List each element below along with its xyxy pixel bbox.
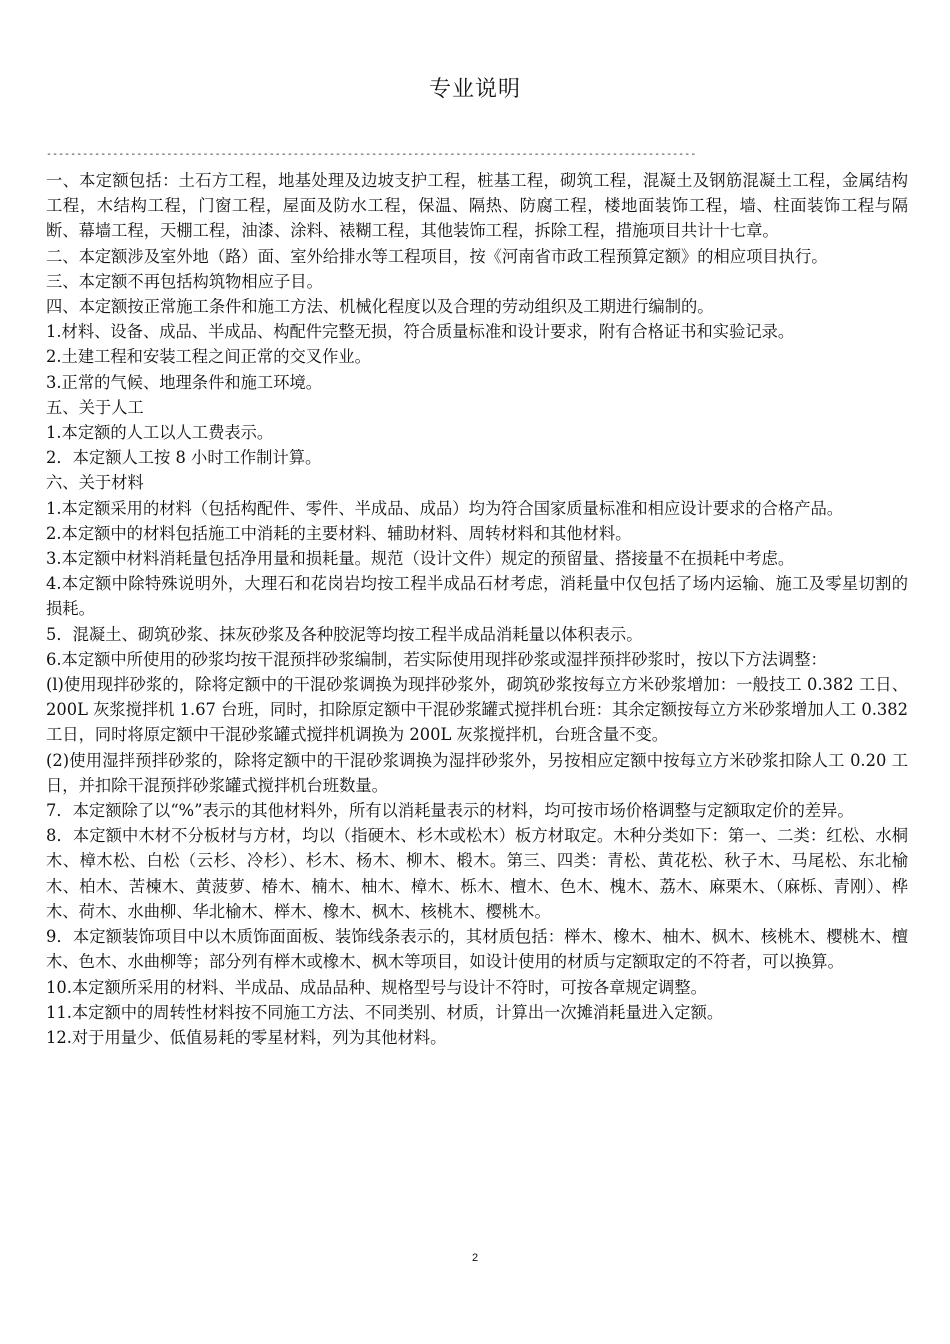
section-heading-materials: 六、关于材料	[46, 473, 144, 493]
page-title: 专业说明	[428, 77, 521, 102]
paragraph-16: 5．混凝土、砌筑砂浆、抹灰砂浆及各种胶泥等均按工程半成品消耗量以体积表示。	[46, 624, 643, 644]
paragraph-9: 1.本定额的人工以人工费表示。	[46, 423, 274, 443]
paragraph-21: 8．本定额中木材不分板材与方材，均以（指硬木、杉木或松木）板方材取定。木种分类如下：第一、二类：红松、水桐木、樟木松、白松（云杉、冷杉）、杉木、杨木、柳木、椴木。第三、四类：青松、黄花松、秋子木、马尾松、东北榆木、柏木、苦楝木、黄菠萝、椿木、楠木、柚木、樟木、栎木、檀木、色木、槐木、荔木、麻栗木、（麻栎、青刚）、桦木、荷木、水曲柳、华北榆木、榉木、橡木、枫木、核桃木、樱桃木。	[46, 826, 908, 921]
paragraph-4: 四、本定额按正常施工条件和施工方法、机械化程度以及合理的劳动组织及工期进行编制的。	[46, 297, 714, 317]
paragraph-1: 一、本定额包括：土石方工程，地基处理及边坡支护工程，桩基工程，砌筑工程，混凝土及钢筋混凝土工程，金属结构工程，木结构工程，门窗工程，屋面及防水工程，保温、隔热、防腐工程，楼地面装饰工程，墙、柱面装饰工程与隔断、幕墙工程，天棚工程，油漆、涂料、裱糊工程，其他装饰工程，拆除工程，措施项目共计十七章。	[46, 171, 908, 241]
page-number: 2	[471, 1252, 479, 1264]
paragraph-12: 1.本定额采用的材料（包括构配件、零件、半成品、成品）均为符合国家质量标准和相应设计要求的合格产品。	[46, 498, 844, 518]
document-body	[46, 168, 908, 1050]
paragraph-3: 三、本定额不再包括构筑物相应子目。	[46, 271, 323, 291]
paragraph-15: 4.本定额中除特殊说明外，大理石和花岗岩均按工程半成品石材考虑，消耗量中仅包括了场内运输、施工及零星切割的损耗。	[46, 574, 908, 619]
paragraph-6: 2.土建工程和安装工程之间正常的交叉作业。	[46, 347, 371, 367]
paragraph-14: 3.本定额中材料消耗量包括净用量和损耗量。规范（设计文件）规定的预留量、搭接量不在损耗中考虑。	[46, 549, 795, 569]
separator-line: ------------------------------------------------------------------------------------------------------------	[46, 149, 697, 160]
paragraph-23: 10.本定额所采用的材料、半成品、成品品种、规格型号与设计不符时，可按各章规定调整。	[46, 977, 707, 997]
section-heading-labor: 五、关于人工	[46, 397, 144, 417]
paragraph-13: 2.本定额中的材料包括施工中消耗的主要材料、辅助材料、周转材料和其他材料。	[46, 523, 632, 543]
paragraph-19: (2)使用湿拌预拌砂浆的，除将定额中的干混砂浆调换为湿拌砂浆外，另按相应定额中按每立方米砂浆扣除人工 0.20 工日，并扣除干混预拌砂浆罐式搅拌机台班数量。	[46, 750, 908, 795]
paragraph-2: 二、本定额涉及室外地（路）面、室外给排水等工程项目，按《河南省市政工程预算定额》的相应项目执行。	[46, 246, 828, 266]
paragraph-20: 7．本定额除了以“%”表示的其他材料外，所有以消耗量表示的材料，均可按市场价格调整与定额取定价的差异。	[46, 801, 854, 821]
paragraph-17: 6.本定额中所使用的砂浆均按干混预拌砂浆编制，若实际使用现拌砂浆或湿拌预拌砂浆时，按以下方法调整：	[46, 649, 827, 669]
paragraph-24: 11.本定额中的周转性材料按不同施工方法、不同类别、材质，计算出一次摊消耗量进入定额。	[46, 1002, 724, 1022]
paragraph-5: 1.材料、设备、成品、半成品、构配件完整无损，符合质量标准和设计要求，附有合格证书和实验记录。	[46, 322, 795, 342]
paragraph-25: 12.对于用量少、低值易耗的零星材料，列为其他材料。	[46, 1027, 447, 1047]
paragraph-10: 2．本定额人工按 8 小时工作制计算。	[46, 448, 322, 468]
paragraph-7: 3.正常的气候、地理条件和施工环境。	[46, 372, 323, 392]
paragraph-22: 9．本定额装饰项目中以木质饰面面板、装饰线条表示的，其材质包括：榉木、橡木、柚木、枫木、核桃木、樱桃木、檀木、色木、水曲柳等；部分列有榉木或橡木、枫木等项目，如设计使用的材质与定额取定的不符者，可以换算。	[46, 927, 908, 972]
paragraph-18: (l)使用现拌砂浆的，除将定额中的干混砂浆调换为现拌砂浆外，砌筑砂浆按每立方米砂浆增加：一般技工 0.382 工日、200L 灰浆搅拌机 1.67 台班，同时，扣除原定额中干混砂浆罐式搅拌机台班：其余定额按每立方米砂浆增加人工 0.382 工日，同时将原定额中干混砂浆罐式搅拌机调换为 200L 灰浆搅拌机，台班含量不变。	[46, 675, 908, 745]
